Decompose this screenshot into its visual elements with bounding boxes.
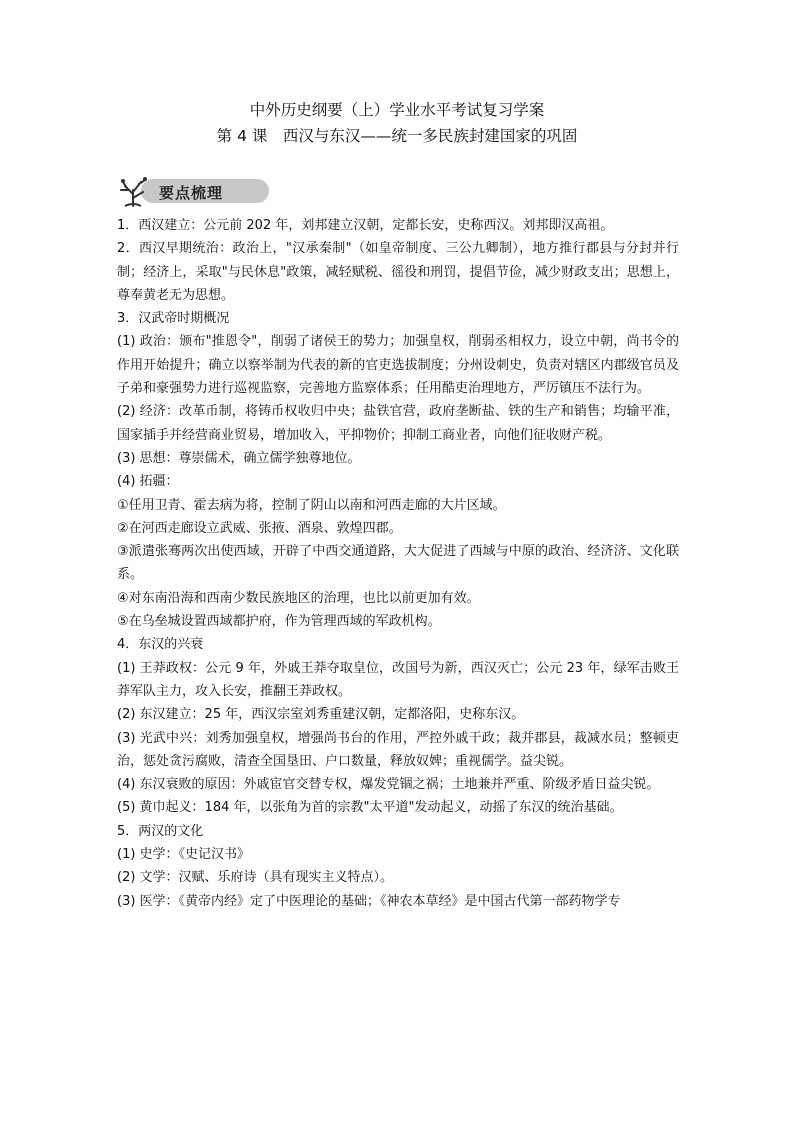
document-title: 中外历史纲要（上）学业水平考试复习学案 [249, 101, 545, 119]
paragraph: (3) 医学：《黄帝内经》定了中医理论的基础；《神农本草经》是中国古代第一部药物学专 [117, 893, 621, 909]
paragraph: 4．东汉的兴衰 [117, 637, 204, 653]
paragraph: 3．汉武帝时期概况 [117, 311, 230, 327]
paragraph: (2) 经济：改革币制，将铸币权收归中央；盐铁官营，政府垄断盐、铁的生产和销售；均输平准，国家插手并经营商业贸易，增加收入，平抑物价；抑制工商业者，向他们征收财产税。 [117, 404, 679, 443]
section-label: 要点梳理 [159, 184, 224, 202]
paragraph: (1) 政治：颁布"推恩令"，削弱了诸侯王的势力；加强皇权，削弱丞相权力，设立中朝，尚书令的作用开始提升；确立以察举制为代表的新的官吏选拔制度；分州设刺史，负责对辖区内郡级官员及子弟和豪强势力进行巡视监察，完善地方监察体系；任用酷吏治理地方，严厉镇压不法行为。 [117, 334, 679, 397]
paragraph: ①任用卫青、霍去病为将，控制了阴山以南和河西走廊的大片区域。 [117, 497, 506, 513]
paragraph: (1) 史学：《史记汉书》 [117, 847, 251, 863]
tree-icon [117, 174, 151, 208]
paragraph: ③派遣张骞两次出使西域，开辟了中西交通道路，大大促进了西域与中原的政治、经济济、文化联系。 [117, 544, 679, 583]
paragraph: (3) 光武中兴：刘秀加强皇权，增强尚书台的作用，严控外戚干政；裁并郡县，裁减水员；整顿吏治，惩处贪污腐败，清查全国垦田、户口数量，释放奴婢；重视儒学。益尖锐。 [117, 730, 679, 769]
paragraph: (2) 东汉建立：25 年，西汉宗室刘秀重建汉朝，定都洛阳，史称东汉。 [117, 707, 525, 723]
paragraph: (2) 文学：汉赋、乐府诗（具有现实主义特点）。 [117, 870, 394, 886]
lesson-title: 第 4 课 西汉与东汉——统一多民族封建国家的巩固 [216, 127, 578, 145]
paragraph: (5) 黄巾起义：184 年，以张角为首的宗教"太平道"发动起义，动摇了东汉的统治基础。 [117, 800, 623, 816]
paragraph: (3) 思想：尊崇儒术，确立儒学独尊地位。 [117, 450, 361, 466]
paragraph: ⑤在乌垒城设置西域都护府，作为管理西域的军政机构。 [117, 614, 441, 630]
paragraph: ④对东南沿海和西南少数民族地区的治理，也比以前更加有效。 [117, 590, 480, 606]
paragraph: (1) 王莽政权：公元 9 年，外戚王莽夺取皇位，改国号为新，西汉灭亡；公元 23 年，绿军击败王莽军队主力，攻入长安，推翻王莽政权。 [117, 660, 679, 699]
paragraph: (4) 拓疆： [117, 474, 179, 490]
content-body [117, 214, 679, 913]
paragraph: ②在河西走廊设立武威、张掖、酒泉、敦煌四郡。 [117, 520, 402, 536]
paragraph: 1．西汉建立：公元前 202 年，刘邦建立汉朝，定都长安，史称西汉。刘邦即汉高祖。 [117, 218, 614, 233]
paragraph: 2．西汉早期统治：政治上，"汉承秦制"（如皇帝制度、三公九卿制），地方推行郡县与分封并行制；经济上，采取"与民休息"政策，减轻赋税、徭役和刑罚，提倡节俭，减少财政支出；思想上，尊奉黄老无为思想。 [117, 241, 679, 303]
paragraph: 5．两汉的文化 [117, 823, 204, 839]
section-header [117, 174, 277, 208]
paragraph: (4) 东汉衰败的原因：外戚宦官交替专权，爆发党锢之祸；土地兼并严重、阶级矛盾日益尖锐。 [117, 777, 660, 793]
